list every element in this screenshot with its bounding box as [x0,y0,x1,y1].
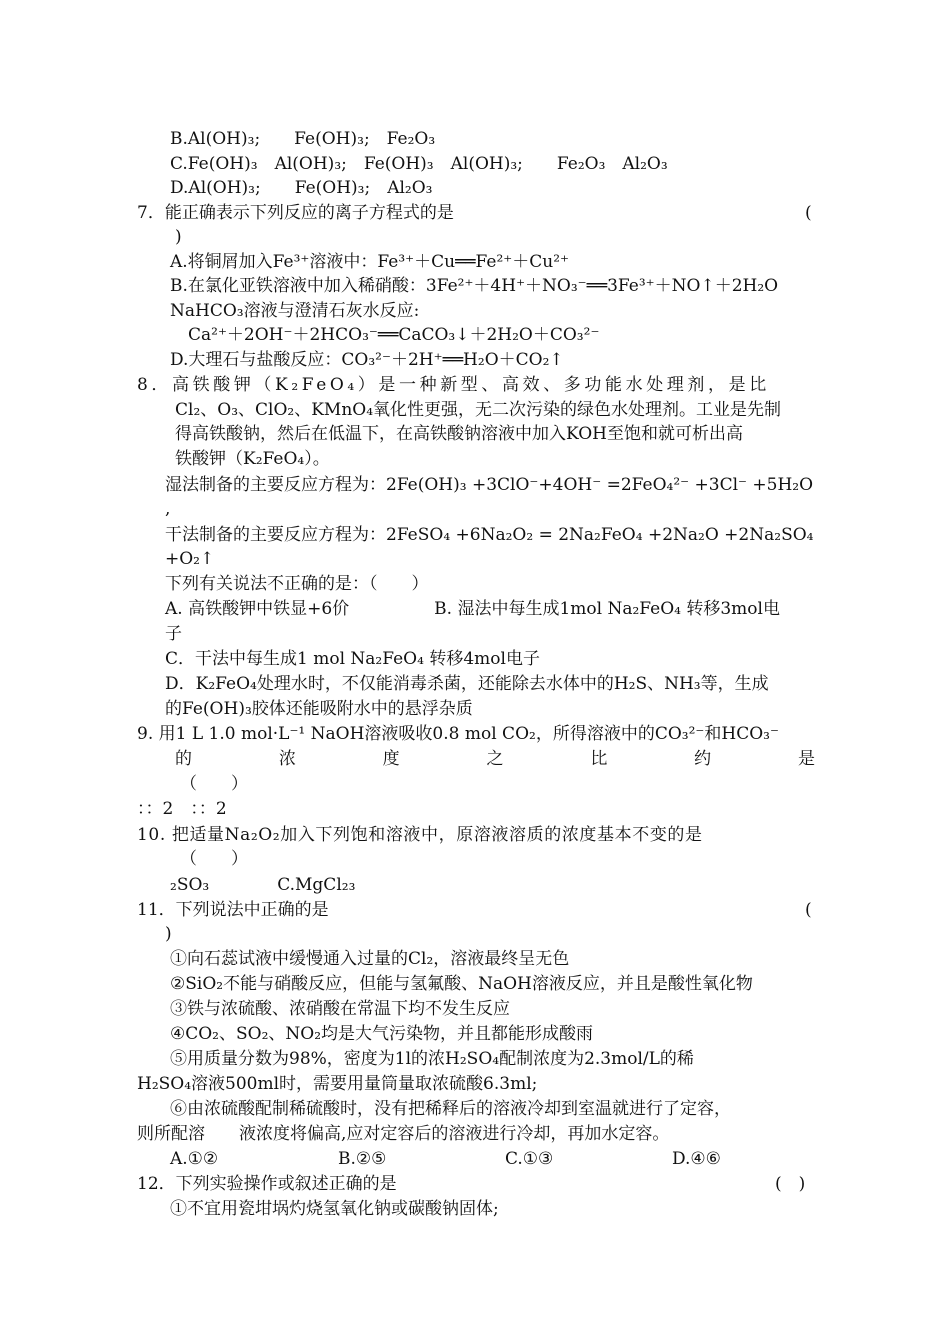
q8-stem-line3: 得高铁酸钠，然后在低温下，在高铁酸钠溶液中加入KOH至饱和就可析出高 [175,424,744,444]
q11-item-1: ①向石蕊试液中缓慢通入过量的Cl₂，溶液最终呈无色 [170,949,570,969]
q8-options-ab: A. 高铁酸钾中铁显+6价 B. 湿法中每生成1mol Na₂FeO₄ 转移3mol电 [165,599,780,619]
q12-stem: 12．下列实验操作或叙述正确的是 [137,1174,397,1194]
q8-option-b-cont: 子 [165,624,182,644]
q9-char: 比 [590,749,608,769]
q10-bracket: （ ） [180,849,248,869]
q11-stem: 11．下列说法中正确的是 [137,900,329,920]
q9-char: 度 [382,749,400,769]
q7-stem: 7．能正确表示下列反应的离子方程式的是 [137,203,454,223]
q9-stem-line1: 9. 用1 L 1.0 mol·L⁻¹ NaOH溶液吸收0.8 mol CO₂，所得溶液中的CO₃²⁻和HCO₃⁻ [137,724,779,744]
q10-stem: 10. 把适量Na₂O₂加入下列饱和溶液中，原溶液溶质的浓度基本不变的是 [137,825,703,845]
q11-item-5-line1: ⑤用质量分数为98%，密度为1l的浓H₂SO₄配制浓度为2.3mol/L的稀 [170,1049,694,1069]
q7-option-c-line2: Ca²⁺＋2OH⁻＋2HCO₃⁻══CaCO₃↓＋2H₂O＋CO₃²⁻ [188,325,600,345]
q8-stem-line2: Cl₂、O₃、ClO₂、KMnO₄氧化性更强，无二次污染的绿色水处理剂。工业是先制 [175,400,782,420]
q9-stem-line2 [175,747,815,771]
q8-question: 下列有关说法不正确的是：（ ） [165,574,429,594]
q6-option-b: B.Al(OH)₃; Fe(OH)₃; Fe₂O₃ [170,129,436,149]
q8-stem-line4: 铁酸钾（K₂FeO₄）。 [175,449,330,469]
q7-option-c-line1: NaHCO₃溶液与澄清石灰水反应: [170,301,420,321]
q11-option-c: C.①③ [505,1149,554,1169]
q9-bracket: （ ） [180,774,248,794]
q7-option-b: B.在氯化亚铁溶液中加入稀硝酸：3Fe²⁺＋4H⁺＋NO₃⁻══3Fe³⁺＋NO↑＋2H₂O [170,276,779,296]
q11-option-d: D.④⑥ [672,1149,721,1169]
q7-option-d: D.大理石与盐酸反应：CO₃²⁻＋2H⁺══H₂O＋CO₂↑ [170,350,564,370]
q9-char: 的 [175,749,192,769]
q8-dry-method-cont: +O₂↑ [165,549,215,569]
q11-bracket-close: ) [165,924,172,944]
q8-option-c: C．干法中每生成1 mol Na₂FeO₄ 转移4mol电子 [165,649,540,669]
q8-option-d-line1: D．K₂FeO₄处理水时，不仅能消毒杀菌，还能除去水体中的H₂S、NH₃等，生成 [165,674,769,694]
q9-options: ：：2 ：：2 [137,799,227,819]
q12-item-1: ①不宜用瓷坩埚灼烧氢氧化钠或碳酸钠固体; [170,1199,499,1219]
q10-options: ₂SO₃ C.MgCl₂₃ [170,875,356,895]
q11-item-2: ②SiO₂不能与硝酸反应，但能与氢氟酸、NaOH溶液反应，并且是酸性氧化物 [170,974,753,994]
q9-char: 之 [486,749,504,769]
q11-item-5-line2: H₂SO₄溶液500ml时，需要用量筒量取浓硫酸6.3ml; [137,1074,538,1094]
q9-char: 浓 [278,749,296,769]
q8-dry-method: 干法制备的主要反应方程为：2FeSO₄ +6Na₂O₂ = 2Na₂FeO₄ +2Na₂O +2Na₂SO₄ [165,525,814,545]
q7-option-a: A.将铜屑加入Fe³⁺溶液中：Fe³⁺＋Cu══Fe²⁺＋Cu²⁺ [170,252,569,272]
q12-bracket: ( ) [775,1174,806,1194]
q11-bracket-open: ( [805,900,812,920]
q8-stem-line1: 8．高铁酸钾（K₂FeO₄）是一种新型、高效、多功能水处理剂，是比 [137,375,770,395]
q11-item-3: ③铁与浓硫酸、浓硝酸在常温下均不发生反应 [170,999,510,1019]
q11-option-b: B.②⑤ [338,1149,387,1169]
q7-bracket-open: ( [805,203,812,223]
q11-item-6-line1: ⑥由浓硫酸配制稀硫酸时，没有把稀释后的溶液冷却到室温就进行了定容， [170,1099,731,1119]
q6-option-d: D.Al(OH)₃; Fe(OH)₃; Al₂O₃ [170,178,433,198]
q7-bracket-close: ) [175,227,182,247]
q11-item-6-line2: 则所配溶 液浓度将偏高,应对定容后的溶液进行冷却，再加水定容。 [137,1124,670,1144]
q8-wet-method: 湿法制备的主要反应方程为：2Fe(OH)₃ +3ClO⁻+4OH⁻ =2FeO₄²⁻ +3Cl⁻ +5H₂O [165,475,814,495]
q8-option-d-line2: 的Fe(OH)₃胶体还能吸附水中的悬浮杂质 [165,699,473,719]
q9-char: 是 [797,749,815,769]
q11-item-4: ④CO₂、SO₂、NO₂均是大气污染物，并且都能形成酸雨 [170,1024,594,1044]
q11-option-a: A.①② [170,1149,219,1169]
q8-wet-method-comma: , [165,499,171,519]
q9-char: 约 [694,749,712,769]
q6-option-c: C.Fe(OH)₃ Al(OH)₃; Fe(OH)₃ Al(OH)₃; Fe₂O₃ Al₂O₃ [170,154,668,174]
